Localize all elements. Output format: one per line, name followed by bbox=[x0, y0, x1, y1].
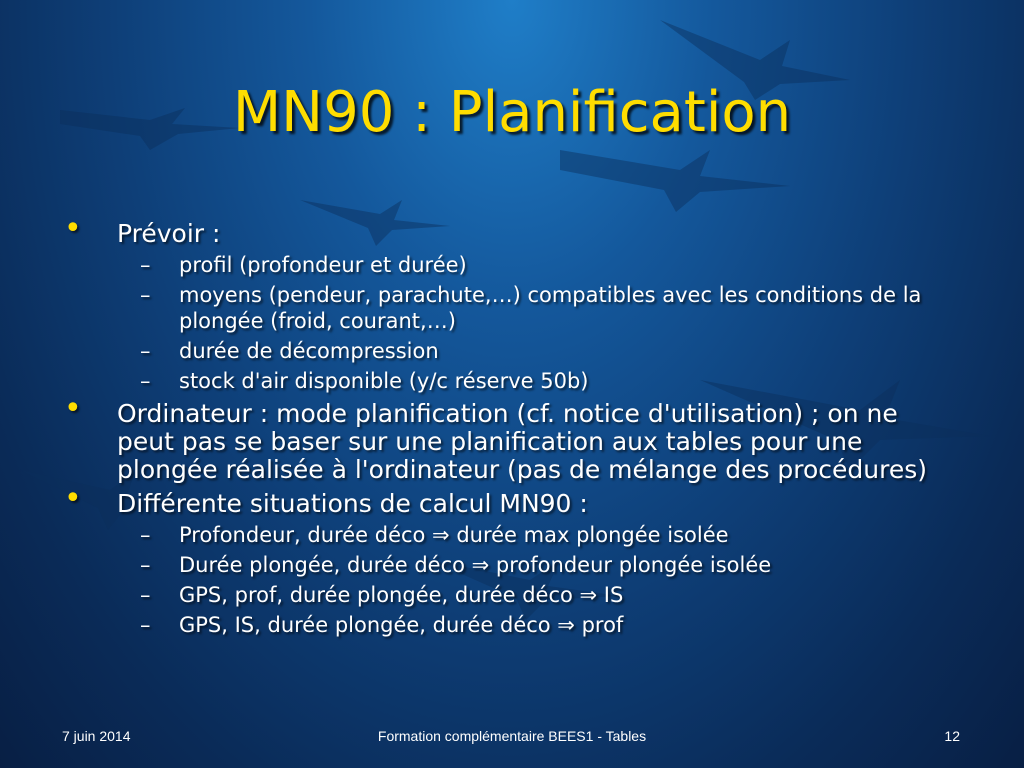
footer-title: Formation complémentaire BEES1 - Tables bbox=[377, 728, 647, 744]
sub-item-moyens bbox=[62, 282, 962, 334]
bullet-text: Prévoir : bbox=[117, 219, 221, 248]
slide-content bbox=[62, 211, 962, 638]
bullet-item-situations bbox=[62, 481, 962, 518]
dash-icon: – bbox=[140, 553, 151, 577]
sub-item-decompression bbox=[62, 338, 962, 364]
sub-item-text: durée de décompression bbox=[179, 339, 439, 363]
dash-icon: – bbox=[140, 613, 151, 637]
bullet-dot-icon: • bbox=[64, 481, 82, 516]
bullet-item-prevoir bbox=[62, 211, 962, 248]
slide-title: MN90 : Planification bbox=[232, 80, 792, 145]
bullet-text: Ordinateur : mode planification (cf. notice d'utilisation) ; on ne peut pas se baser sur une planification aux tables pour une plongée réalisée à l'ordinateur (pas de mélange des procédures) bbox=[117, 399, 928, 484]
sub-item-situation-4 bbox=[62, 612, 962, 638]
bullet-item-ordinateur bbox=[62, 391, 962, 484]
sub-item-situation-1 bbox=[62, 522, 962, 548]
sub-item-text: moyens (pendeur, parachute,…) compatibles avec les conditions de la plongée (froid, courant,…) bbox=[179, 283, 922, 333]
dash-icon: – bbox=[140, 523, 151, 547]
dash-icon: – bbox=[140, 583, 151, 607]
sub-item-text: Profondeur, durée déco ⇒ durée max plongée isolée bbox=[179, 523, 729, 547]
sub-item-situation-2 bbox=[62, 552, 962, 578]
sub-item-situation-3 bbox=[62, 582, 962, 608]
sub-item-profil bbox=[62, 252, 962, 278]
sub-item-text: profil (profondeur et durée) bbox=[179, 253, 467, 277]
footer-page-number: 12 bbox=[944, 728, 960, 744]
sub-item-text: Durée plongée, durée déco ⇒ profondeur plongée isolée bbox=[179, 553, 772, 577]
bullet-dot-icon: • bbox=[64, 211, 82, 246]
sub-item-stock-air bbox=[62, 368, 962, 394]
dash-icon: – bbox=[140, 339, 151, 363]
dash-icon: – bbox=[140, 369, 151, 393]
sub-item-text: GPS, IS, durée plongée, durée déco ⇒ prof bbox=[179, 613, 624, 637]
bullet-text: Différente situations de calcul MN90 : bbox=[117, 489, 588, 518]
hammerhead-shark-silhouette bbox=[560, 150, 790, 212]
footer-date: 7 juin 2014 bbox=[62, 728, 131, 744]
dash-icon: – bbox=[140, 253, 151, 277]
sub-item-text: stock d'air disponible (y/c réserve 50b) bbox=[179, 369, 589, 393]
sub-item-text: GPS, prof, durée plongée, durée déco ⇒ IS bbox=[179, 583, 624, 607]
bullet-dot-icon: • bbox=[64, 391, 82, 426]
dash-icon: – bbox=[140, 283, 151, 307]
